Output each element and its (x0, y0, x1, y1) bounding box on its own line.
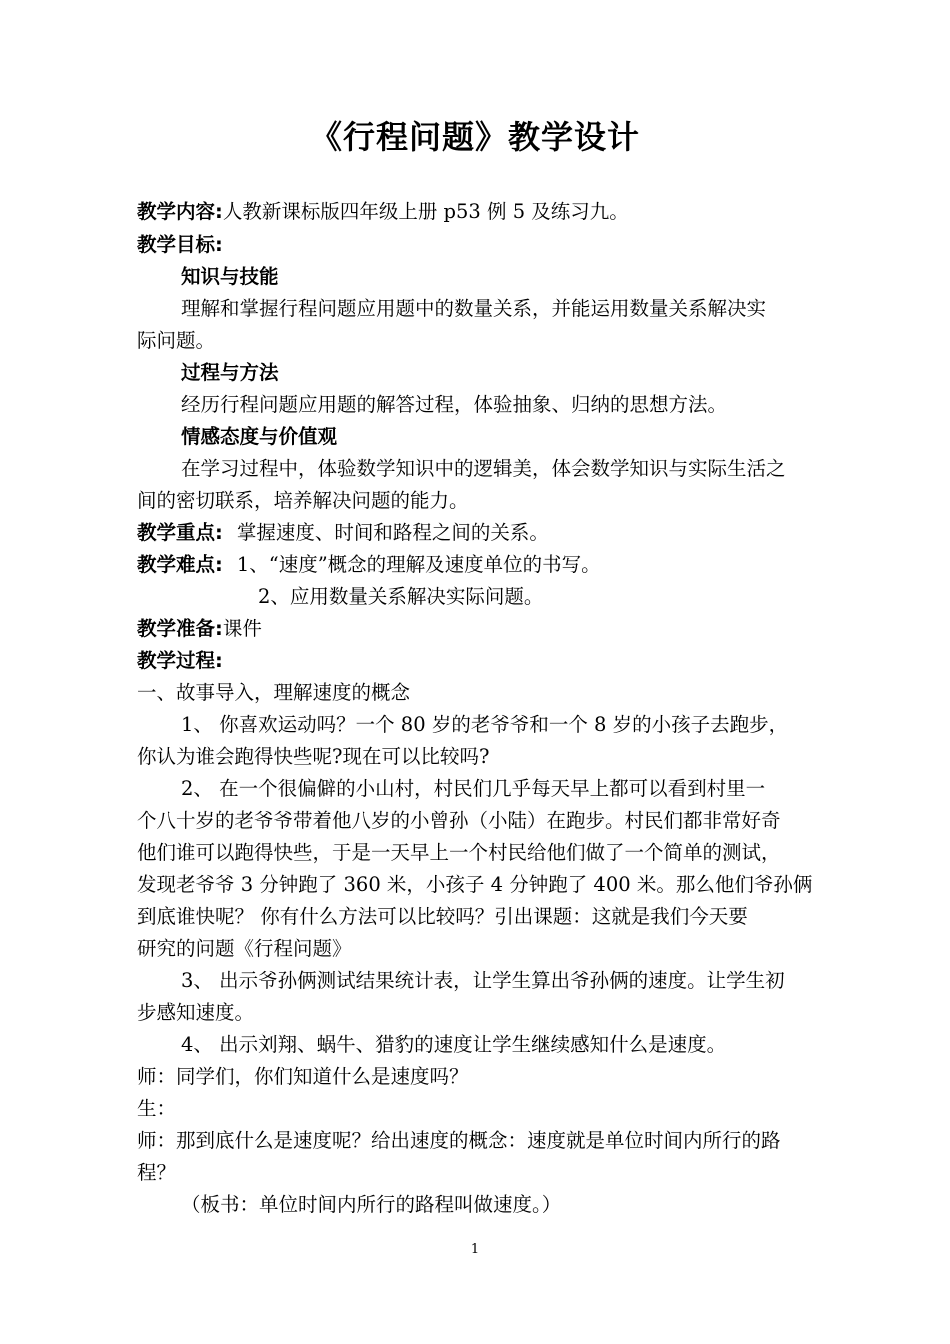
paragraph-4-line1: 4、 出示刘翔、蜗牛、猎豹的速度让学生继续感知什么是速度。 (181, 1033, 727, 1056)
teacher-line-2b: 程？ (137, 1161, 177, 1184)
paragraph-1-line2: 你认为谁会跑得快些呢?现在可以比较吗? (137, 745, 490, 768)
process-text-line1: 经历行程问题应用题的解答过程，体验抽象、归纳的思想方法。 (181, 393, 728, 416)
key-points-label: 教学重点: (137, 521, 223, 544)
process-heading: 过程与方法 (181, 361, 279, 384)
process-label: 教学过程: (137, 649, 223, 672)
difficulties-line (137, 553, 862, 576)
emotion-heading: 情感态度与价值观 (181, 425, 338, 448)
paragraph-3-line2: 步感知速度。 (137, 1001, 255, 1024)
student-line-1: 生： (137, 1097, 177, 1120)
teacher-line-2a: 师：那到底什么是速度呢？给出速度的概念：速度就是单位时间内所行的路 (137, 1129, 781, 1152)
preparation-line (137, 617, 862, 640)
paragraph-3-line1: 3、 出示爷孙俩测试结果统计表，让学生算出爷孙俩的速度。让学生初 (181, 969, 785, 992)
difficulties-label: 教学难点: (137, 553, 223, 576)
difficulty-item-2: 2、应用数量关系解决实际问题。 (258, 585, 544, 608)
content-text: 人教新课标版四年级上册 p53 例 5 及练习九。 (222, 200, 629, 223)
difficulty-item-1: 1、“速度”概念的理解及速度单位的书写。 (236, 553, 601, 576)
paragraph-2-line3: 他们谁可以跑得快些，于是一天早上一个村民给他们做了一个简单的测试， (137, 841, 781, 864)
content-line (137, 200, 862, 223)
teacher-line-1: 师：同学们，你们知道什么是速度吗？ (137, 1065, 469, 1088)
paragraph-2-line2: 个八十岁的老爷爷带着他八岁的小曾孙（小陆）在跑步。村民们都非常好奇 (137, 809, 781, 832)
paragraph-2-line4: 发现老爷爷 3 分钟跑了 360 米，小孩子 4 分钟跑了 400 米。那么他们爷孙俩 (137, 873, 813, 896)
section-1-heading: 一、故事导入，理解速度的概念 (137, 681, 411, 704)
key-points-text: 掌握速度、时间和路程之间的关系。 (236, 521, 549, 544)
content-label: 教学内容: (137, 200, 223, 223)
board-note: （板书：单位时间内所行的路程叫做速度。） (181, 1193, 562, 1216)
knowledge-text-line1: 理解和掌握行程问题应用题中的数量关系，并能运用数量关系解决实 (181, 297, 767, 320)
preparation-label: 教学准备: (137, 617, 223, 640)
preparation-text: 课件 (222, 617, 262, 640)
paragraph-2-line6: 研究的问题《行程问题》 (137, 937, 352, 960)
knowledge-heading: 知识与技能 (181, 265, 279, 288)
emotion-text-line2: 间的密切联系，培养解决问题的能力。 (137, 489, 469, 512)
key-points-line (137, 521, 862, 544)
document-title: 《行程问题》教学设计 (309, 118, 640, 156)
paragraph-2-line5: 到底谁快呢？ 你有什么方法可以比较吗？引出课题：这就是我们今天要 (137, 905, 748, 928)
paragraph-2-line1: 2、 在一个很偏僻的小山村，村民们几乎每天早上都可以看到村里一 (181, 777, 766, 800)
page-number: 1 (470, 1242, 480, 1257)
emotion-text-line1: 在学习过程中，体验数学知识中的逻辑美，体会数学知识与实际生活之 (181, 457, 786, 480)
goals-label: 教学目标: (137, 233, 223, 256)
paragraph-1-line1: 1、 你喜欢运动吗？一个 80 岁的老爷爷和一个 8 岁的小孩子去跑步， (181, 713, 789, 736)
knowledge-text-line2: 际问题。 (137, 329, 216, 352)
